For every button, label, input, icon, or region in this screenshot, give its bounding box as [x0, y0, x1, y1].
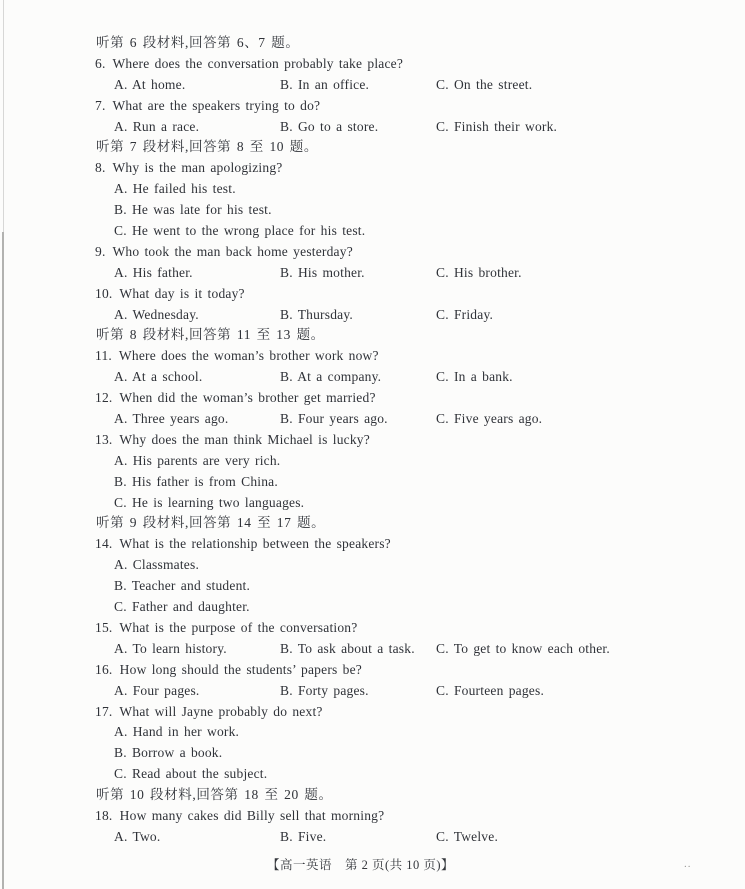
question-text: What is the relationship between the speakers?: [119, 536, 391, 552]
option-a: A. Two.: [114, 828, 161, 844]
page-footer: [0, 855, 745, 873]
question-text: What day is it today?: [119, 285, 245, 301]
question-line: [0, 388, 745, 409]
question-number: 15.: [95, 619, 113, 635]
question-line: [0, 54, 745, 75]
page-footer-text: 【高一英语 第 2 页(共 10 页)】: [266, 858, 455, 872]
question-line: [0, 242, 745, 263]
option-c: C. His brother.: [436, 264, 522, 280]
question-line: [0, 702, 745, 723]
section-instruction: 听第 9 段材料,回答第 14 至 17 题。: [96, 515, 326, 531]
question-number: 18.: [95, 807, 113, 823]
listening-section: [0, 325, 745, 513]
option-b: B. Thursday.: [280, 306, 353, 322]
option-c: C. He went to the wrong place for his test.: [114, 223, 366, 239]
option-b: B. In an office.: [280, 76, 370, 92]
option-a: A. Four pages.: [114, 682, 200, 698]
question-line: [0, 618, 745, 639]
section-instruction: 听第 10 段材料,回答第 18 至 20 题。: [96, 787, 333, 803]
options-row: [0, 305, 745, 326]
question-number: 13.: [95, 431, 113, 447]
option-a: A. To learn history.: [114, 640, 227, 656]
question-text: What is the purpose of the conversation?: [119, 619, 358, 635]
option-a: A. His parents are very rich.: [114, 452, 281, 468]
option-c: C. To get to know each other.: [436, 640, 610, 656]
question-line: [0, 660, 745, 681]
question-number: 12.: [95, 390, 113, 406]
question-line: [0, 534, 745, 555]
option-a: A. At home.: [114, 76, 186, 92]
option-b: B. Borrow a book.: [114, 745, 223, 761]
options-row: [0, 117, 745, 138]
question-text: How many cakes did Billy sell that morning?: [119, 807, 385, 823]
scan-artifact-mark: ..: [684, 858, 692, 870]
question-text: Why does the man think Michael is lucky?: [119, 431, 370, 447]
option-b: B. At a company.: [280, 369, 382, 385]
option-a: A. He failed his test.: [114, 181, 236, 197]
option-b: B. To ask about a task.: [280, 640, 415, 656]
question-line: [0, 158, 745, 179]
question-number: 6.: [95, 55, 106, 71]
options-row: [0, 409, 745, 430]
option-b: B. Go to a store.: [280, 118, 379, 134]
question-line: [0, 806, 745, 827]
options-row: [0, 681, 745, 702]
option-c: C. He is learning two languages.: [114, 494, 305, 510]
option-c: C. Finish their work.: [436, 118, 558, 134]
question-text: Where does the conversation probably take place?: [112, 55, 404, 71]
option-a: A. His father.: [114, 264, 193, 280]
question-line: [0, 346, 745, 367]
question-line: [0, 96, 745, 117]
question-text: Why is the man apologizing?: [112, 160, 283, 176]
option-a: A. Three years ago.: [114, 411, 229, 427]
option-c: C. Five years ago.: [436, 411, 543, 427]
options-row: [0, 263, 745, 284]
listening-section: [0, 137, 745, 325]
option-a: A. Run a race.: [114, 118, 200, 134]
options-row: [0, 639, 745, 660]
question-number: 7.: [95, 97, 106, 113]
section-instruction: 听第 8 段材料,回答第 11 至 13 题。: [96, 327, 325, 343]
option-a: A. Hand in her work.: [114, 724, 240, 740]
question-text: What will Jayne probably do next?: [119, 703, 323, 719]
option-b: B. Five.: [280, 828, 327, 844]
option-c: C. Father and daughter.: [114, 599, 250, 615]
question-number: 10.: [95, 285, 113, 301]
option-b: B. His mother.: [280, 264, 365, 280]
question-number: 8.: [95, 160, 106, 176]
question-number: 11.: [95, 348, 112, 364]
option-b: B. Teacher and student.: [114, 578, 251, 594]
sections-container: [0, 33, 745, 848]
option-a: A. Classmates.: [114, 557, 200, 573]
question-number: 16.: [95, 661, 113, 677]
question-text: When did the woman’s brother get married?: [119, 390, 376, 406]
question-line: [0, 430, 745, 451]
option-c: C. Friday.: [436, 306, 494, 322]
options-row: [0, 367, 745, 388]
question-text: How long should the students’ papers be?: [119, 661, 362, 677]
section-instruction: 听第 7 段材料,回答第 8 至 10 题。: [96, 139, 318, 155]
listening-section: [0, 33, 745, 137]
question-text: Who took the man back home yesterday?: [112, 243, 353, 259]
option-b: B. He was late for his test.: [114, 202, 272, 218]
option-c: C. Fourteen pages.: [436, 682, 545, 698]
options-row: [0, 827, 745, 848]
option-c: C. In a bank.: [436, 369, 513, 385]
option-b: B. Four years ago.: [280, 411, 388, 427]
question-number: 9.: [95, 243, 106, 259]
option-b: B. Forty pages.: [280, 682, 369, 698]
options-row: [0, 75, 745, 96]
option-c: C. Twelve.: [436, 828, 499, 844]
option-a: A. At a school.: [114, 369, 203, 385]
question-text: Where does the woman’s brother work now?: [118, 348, 379, 364]
option-c: C. Read about the subject.: [114, 766, 268, 782]
question-text: What are the speakers trying to do?: [112, 97, 321, 113]
option-b: B. His father is from China.: [114, 473, 278, 489]
option-c: C. On the street.: [436, 76, 533, 92]
listening-section: [0, 513, 745, 785]
option-a: A. Wednesday.: [114, 306, 199, 322]
listening-section: [0, 785, 745, 848]
question-number: 14.: [95, 536, 113, 552]
question-number: 17.: [95, 703, 113, 719]
question-line: [0, 284, 745, 305]
section-instruction: 听第 6 段材料,回答第 6、7 题。: [96, 35, 300, 50]
